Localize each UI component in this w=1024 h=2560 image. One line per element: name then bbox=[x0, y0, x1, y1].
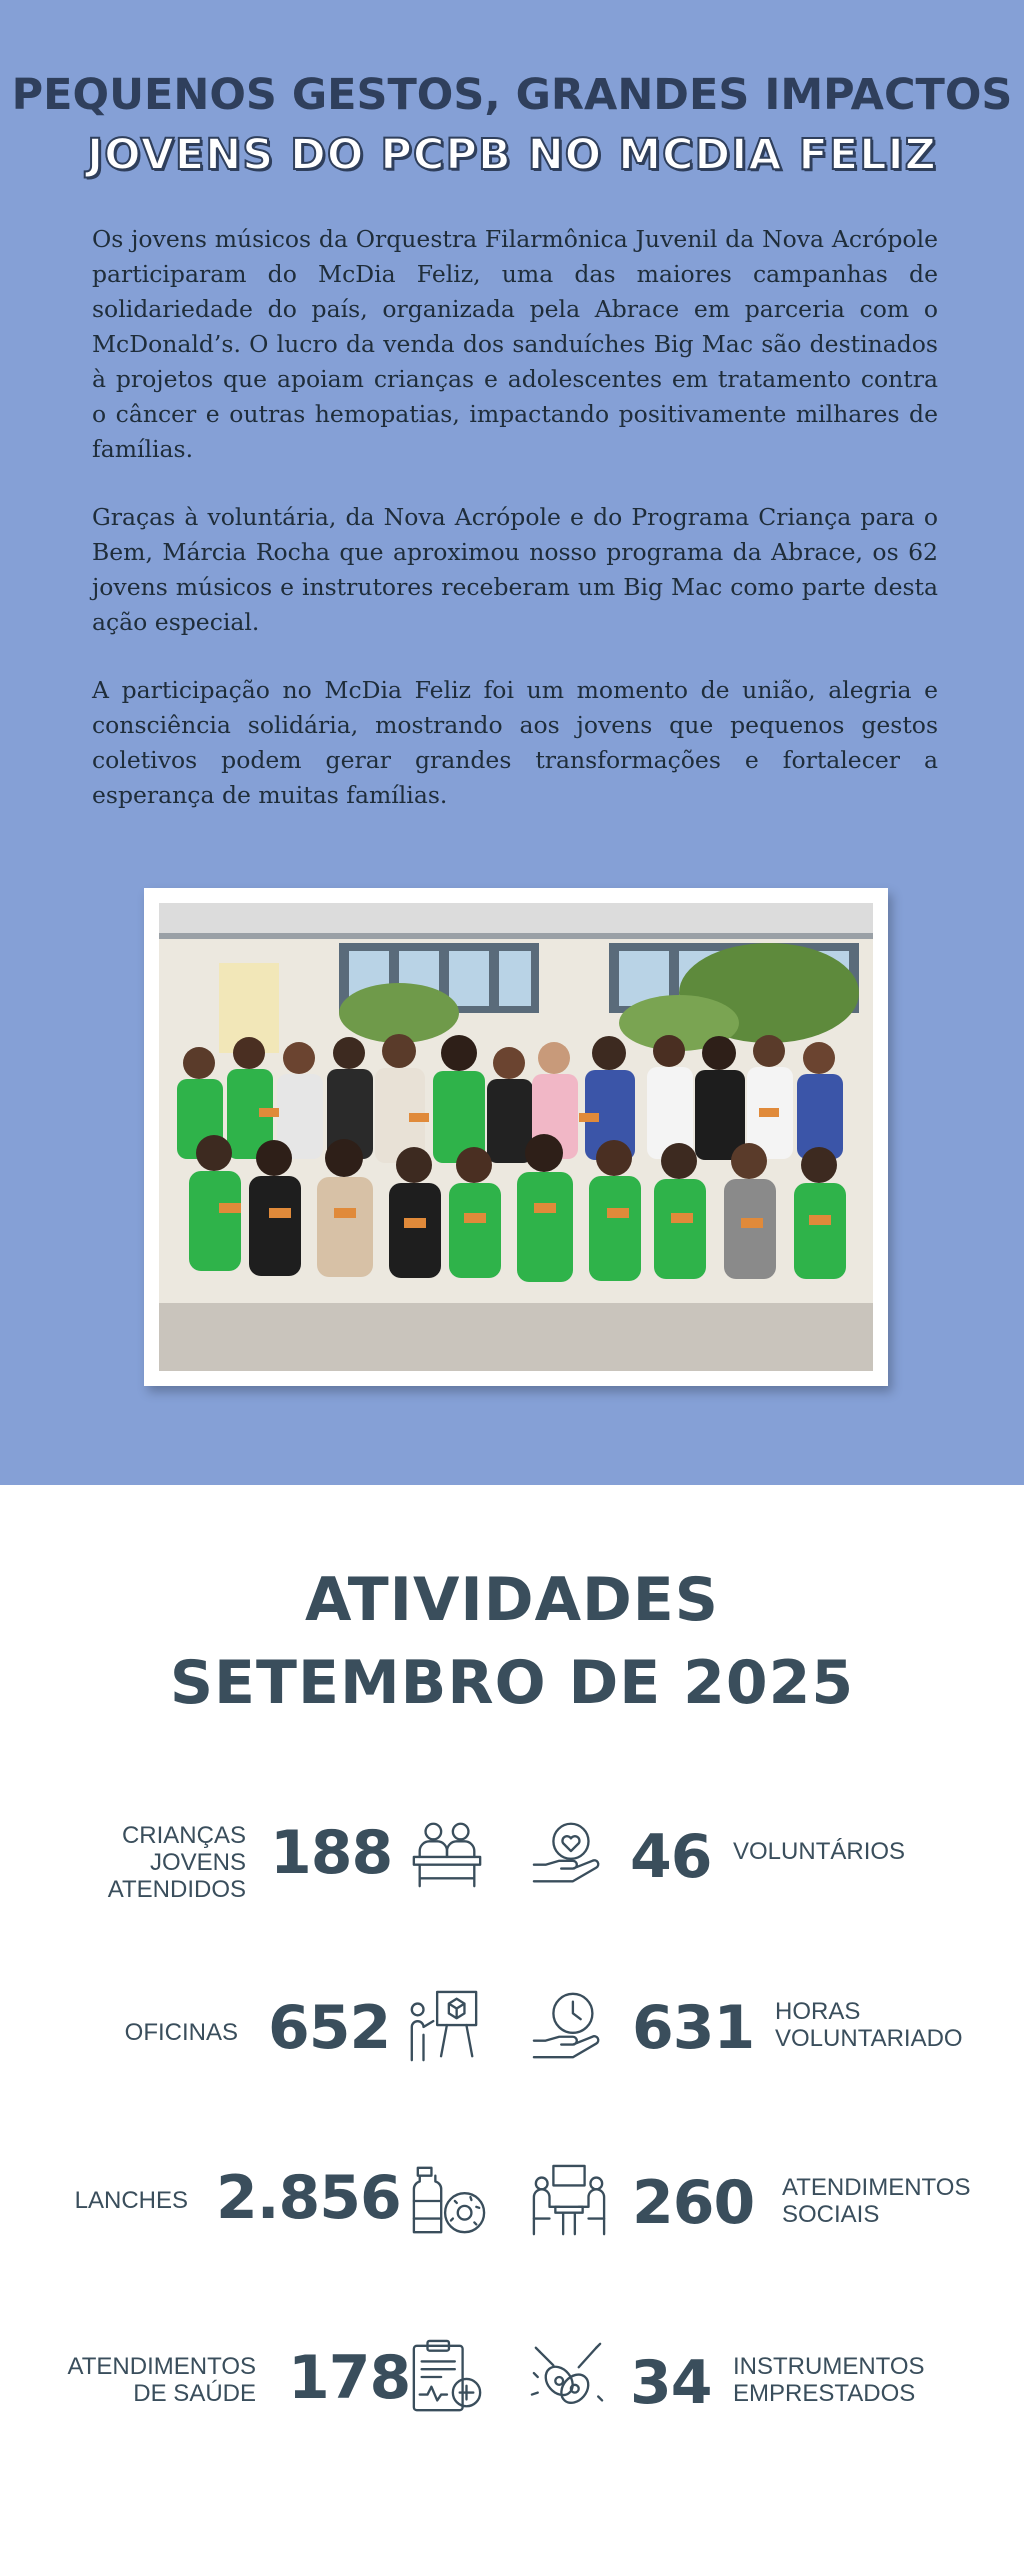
people-at-table-icon bbox=[408, 1814, 486, 1892]
activities-title-line-2: SETEMBRO DE 2025 bbox=[169, 1648, 855, 1718]
news-paragraph-2: Graças à voluntária, da Nova Acrópole e do Programa Criança para o Bem, Márcia Rocha que aproximou nosso programa da Abrace, os 62 jovens músicos e instrutores receberam um Big Mac como parte desta ação especial. bbox=[92, 503, 938, 636]
headline-line-1: PEQUENOS GESTOS, GRANDES IMPACTOS bbox=[11, 70, 1013, 120]
stat-label-volunteers: VOLUNTÁRIOS bbox=[733, 1838, 906, 1865]
news-paragraph-3: A participação no McDia Feliz foi um momento de união, alegria e consciência solidária, mostrando aos jovens que pequenos gestos coletivos podem gerar grandes transformações e fortalecer a esperança de muitas famílias. bbox=[92, 676, 938, 809]
stat-label-health-services: ATENDIMENTOS DE SAÚDE bbox=[67, 2353, 256, 2407]
stat-value-workshops: 652 bbox=[268, 1993, 391, 2063]
stat-value-snacks: 2.856 bbox=[216, 2163, 401, 2233]
people-meeting-icon bbox=[530, 2162, 608, 2240]
stat-label-social-services: ATENDIMENTOS SOCIAIS bbox=[782, 2174, 971, 2228]
heart-in-hand-icon bbox=[530, 1814, 608, 1892]
stat-label-instruments: INSTRUMENTOS EMPRESTADOS bbox=[733, 2353, 925, 2407]
stat-value-instruments: 34 bbox=[630, 2348, 712, 2418]
bottle-donut-icon bbox=[410, 2162, 488, 2240]
stat-value-volunteers: 46 bbox=[630, 1822, 712, 1892]
medical-clipboard-icon bbox=[408, 2338, 486, 2416]
group-photo-illustration bbox=[159, 903, 873, 1371]
activities-title-line-1: ATIVIDADES bbox=[304, 1565, 720, 1635]
stat-value-social-services: 260 bbox=[632, 2168, 755, 2238]
guitars-icon bbox=[528, 2338, 606, 2416]
news-paragraph-1: Os jovens músicos da Orquestra Filarmônica Juvenil da Nova Acrópole participaram do McDia Feliz, uma das maiores campanhas de solidariedade do país, organizada pela Abrace em parceria com o McDonald’s. O lucro da venda dos sanduíches Big Mac são destinados à projetos que apoiam crianças e adolescentes em tratamento contra o câncer e outras hemopatias, impactando positivamente milhares de famílias. bbox=[92, 225, 938, 463]
presenter-board-icon bbox=[404, 1988, 482, 2066]
group-photo bbox=[159, 903, 873, 1371]
stat-value-children: 188 bbox=[270, 1818, 393, 1888]
stat-value-volunteer-hours: 631 bbox=[632, 1993, 755, 2063]
stat-label-snacks: LANCHES bbox=[74, 2187, 188, 2214]
stat-value-health-services: 178 bbox=[288, 2343, 411, 2413]
headline-line-2: JOVENS DO PCPB NO MCDIA FELIZ bbox=[87, 130, 937, 180]
group-photo-frame bbox=[144, 888, 888, 1386]
stat-label-volunteer-hours: HORAS VOLUNTARIADO bbox=[775, 1998, 963, 2052]
clock-in-hand-icon bbox=[530, 1988, 608, 2066]
stat-label-children: CRIANÇAS JOVENS ATENDIDOS bbox=[107, 1822, 246, 1903]
stat-label-workshops: OFICINAS bbox=[124, 2019, 238, 2046]
